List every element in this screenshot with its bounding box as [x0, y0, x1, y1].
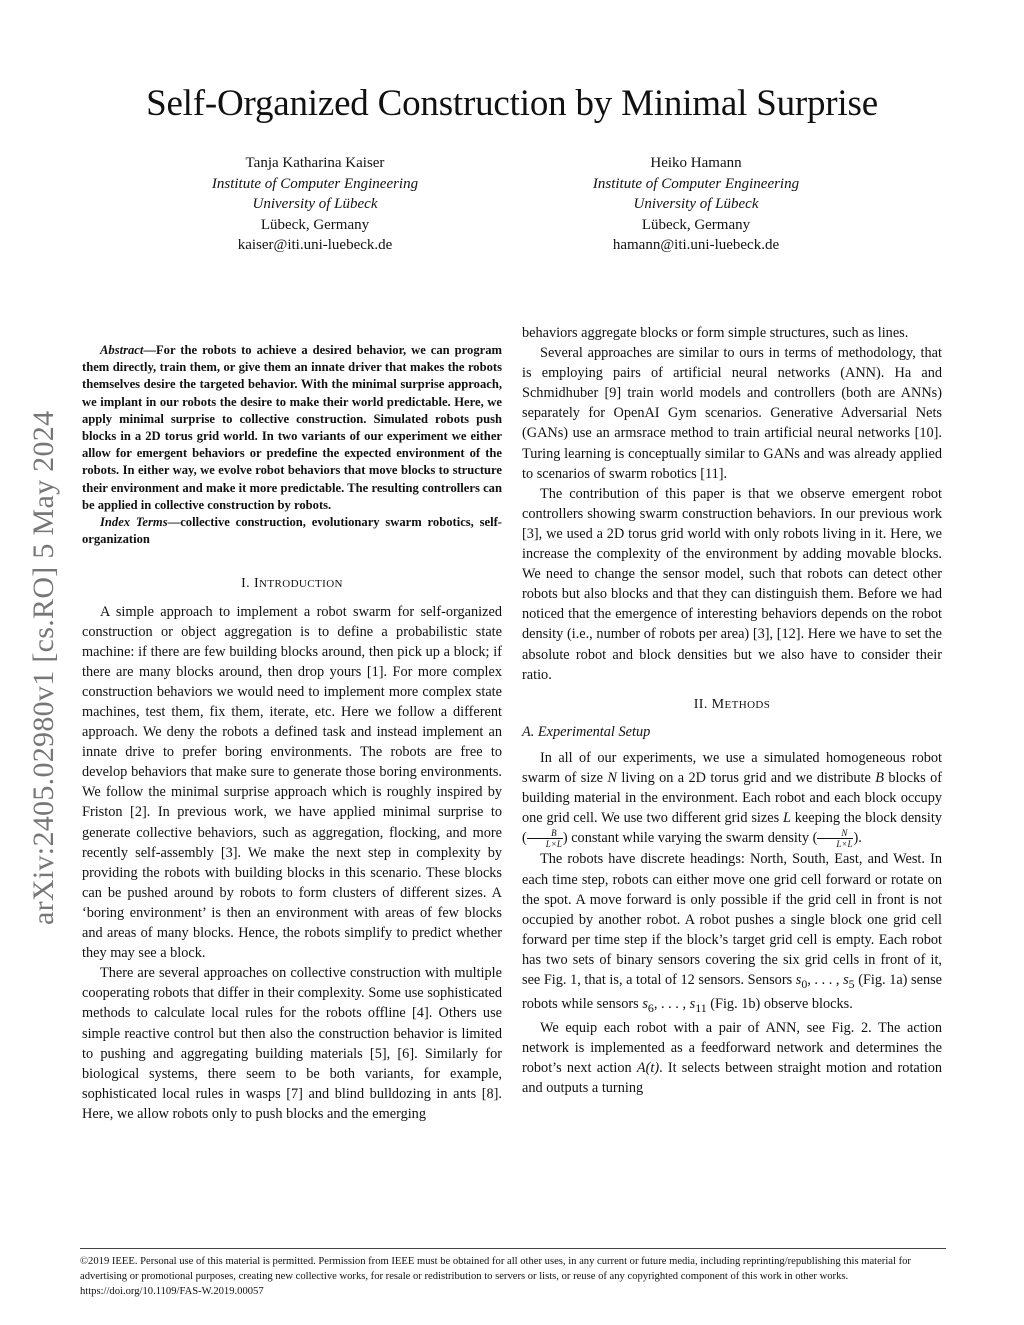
text-run: blocks of building material in the environment. Each robot and each block occupy one grid cell. We use two different grid sizes — [522, 769, 942, 827]
author-email: hamann@iti.uni-luebeck.de — [612, 237, 780, 253]
math-symbol: s — [795, 972, 802, 989]
copyright-notice: ©2019 IEEE. Personal use of this material is permitted. Permission from IEEE must be obtained for all other uses, in any current or future media, including reprinting/republishing this material for advertising or promotional purposes, creating new collective works, for resale or redistribution to servers or lists, or reuse of any copyrighted component of this work in other works. — [80, 1256, 911, 1283]
text-run: In all of our experiments, we use a simulated homogeneous robot swarm of size — [522, 749, 942, 786]
index-terms — [82, 514, 502, 548]
author-department: Institute of Computer Engineering — [592, 175, 800, 192]
section-number: I. — [241, 576, 254, 592]
math-subscript: 5 — [848, 976, 855, 991]
right-column — [522, 323, 942, 1098]
text-run: , . . . , — [807, 972, 844, 989]
author-university: University of Lübeck — [633, 196, 759, 212]
index-terms-text: —collective construction, evolutionary swarm robotics, self-organization — [82, 515, 502, 547]
paper-title: Self-Organized Construction by Minimal Surprise — [146, 83, 878, 124]
paragraph — [522, 849, 942, 1017]
math-symbol: A(t) — [636, 1060, 660, 1077]
fraction-block-density — [527, 828, 563, 849]
index-terms-label: Index Terms — [100, 515, 168, 530]
doi-link[interactable]: https://doi.org/10.1109/FAS-W.2019.00057 — [80, 1286, 264, 1298]
section-rest: NTRODUCTION — [259, 578, 343, 591]
math-subscript: 11 — [695, 1000, 707, 1015]
paragraph: The contribution of this paper is that we observe emergent robot controllers showing swarm construction behaviors. In our previous work [3], we used a 2D torus grid world with only robots living in it. Here, we increase the complexity of the environment by adding movable blocks. We need to change the sensor model, such that robots can detect other robots but also blocks and that they can distinguish them. Before we had noticed that the emergence of interesting behaviors depends on the robot density (i.e., number of robots per area) [3], [12]. Here we have to set the absolute robot and block densities but we also have to consider their ratio. — [522, 485, 942, 683]
text-run: living on a 2D torus grid and we distribute — [616, 769, 876, 786]
section-heading-introduction — [82, 574, 502, 594]
math-symbol: N — [607, 769, 617, 786]
text-run: , . . . , — [653, 995, 690, 1012]
math-symbol: L — [782, 810, 791, 827]
left-column — [82, 323, 502, 1124]
author-university: University of Lübeck — [252, 196, 378, 212]
text-run: The robots have discrete headings: North, South, East, and West. In each time step, robots can either move one grid cell forward or rotate on the spot. A move forward is only possible if the grid cell in front is not occupied by another robot. A robot pushes a single block one grid cell forward per time step if the block’s target grid cell is empty. Each robot has two sets of binary sensors covering the six grid cells in front of it, see Fig. 1, that is, a total of 12 sensors. Sensors — [522, 851, 942, 989]
fraction-denominator: L×L — [545, 839, 562, 850]
text-run: (Fig. 1a) sense robots while sensors — [522, 972, 942, 1012]
author-name: Heiko Hamann — [650, 155, 742, 171]
paragraph — [522, 748, 942, 850]
fraction-numerator: N — [817, 828, 853, 839]
section-initial: I — [253, 576, 260, 592]
abstract-label: Abstract — [100, 343, 144, 357]
author-email: kaiser@iti.uni-luebeck.de — [237, 237, 393, 253]
author-block-2 — [546, 153, 846, 256]
copyright-footer — [80, 1248, 946, 1300]
paragraph: Several approaches are similar to ours in terms of methodology, that is employing pairs of artificial neural networks (ANN). Ha and Schmidhuber [9] train world models and controllers (both are ANNs) separately for OpenAI Gym scenarios. Generative Adversarial Nets (GANs) use an armsrace method to train artificial neural networks [10]. Turing learning is conceptually similar to GANs and was already applied to scenarios of swarm robotics [11]. — [522, 345, 942, 482]
fraction-denominator: L×L — [836, 839, 853, 850]
section-initial: M — [711, 696, 725, 712]
paragraph: behaviors aggregate blocks or form simple structures, such as lines. — [522, 325, 909, 341]
abstract — [82, 342, 502, 514]
math-symbol: s — [689, 995, 696, 1012]
math-subscript: 0 — [801, 976, 808, 991]
author-name: Tanja Katharina Kaiser — [245, 155, 385, 171]
author-department: Institute of Computer Engineering — [211, 175, 419, 192]
abstract-text: —For the robots to achieve a desired behavior, we can program them directly, train them, or give them an innate driver that makes the robots themselves desire the targeted behavior. With the minimal surprise approach, we implant in our robots the desire to make their world predictable. Here, we apply minimal surprise to collective construction. Simulated robots push blocks in a 2D torus grid world. In two variants of our experiment we either allow for emergent behaviors or predefine the expected environment of the robots. In either way, we evolve robot behaviors that move blocks to structure their environment and make it more predictable. The resulting controllers can be applied in collective construction by robots. — [82, 343, 502, 512]
paragraph: A simple approach to implement a robot swarm for self-organized construction or object aggregation is to define a probabilistic state machine: if there are few building blocks around, then pick up a block; if there are many blocks around, then drop yours [1]. For more complex construction behaviors we would need to implement more complex state machines, test them, fix them, iterate, etc. Here we follow a different approach. We deny the robots a defined task and instead implement an innate drive to prefer boring environments. The robots are free to develop behaviors that make sure to generate those boring environments. We follow the minimal surprise approach which is roughly inspired by Friston [2]. In previous work, we have applied minimal surprise to generate collective behaviors, such as aggregation, flocking, and more recently self-assembly [3]. We make the next step in complexity by providing the robots with building blocks in this scenario. These blocks can be pushed around by robots to form clusters of different sizes. A ‘boring environment’ is then an environment with areas of few blocks and areas of many blocks. Hence, the robots simplify to predict whether they may see a block. — [82, 603, 502, 962]
text-run: . It selects between straight motion and rotation and outputs a turning — [522, 1060, 943, 1097]
math-symbol: s — [843, 972, 849, 989]
text-run: keeping the block density ( — [522, 810, 942, 847]
text-run: ). — [853, 830, 862, 847]
section-number: II. — [693, 696, 712, 712]
arxiv-watermark: arXiv:2405.02980v1 [cs.RO] 5 May 2024 — [27, 410, 60, 925]
fraction-swarm-density — [817, 828, 853, 849]
paragraph: There are several approaches on collective construction with multiple cooperating robots that differ in their complexity. Some use sophisticated methods to calculate local rules for the robots offline [4]. Others use simple reactive control but then also the construction behavior is limited to pushing and aggregating building materials [5], [6]. Similarly for biological systems, there seem to be both variants, for example, sophisticated local rules in wasps [7] and blind bulldozing in ants [8]. Here, we allow robots only to push blocks and the emerging — [82, 965, 502, 1122]
section-rest: ETHODS — [724, 698, 771, 711]
math-symbol: B — [875, 769, 884, 786]
section-heading-methods — [522, 695, 942, 715]
fraction-numerator: B — [527, 828, 563, 839]
math-subscript: 6 — [647, 1000, 654, 1015]
author-city: Lübeck, Germany — [260, 216, 370, 233]
text-run: (Fig. 1b) observe blocks. — [706, 995, 853, 1012]
author-block-1 — [165, 153, 465, 256]
text-run: We equip each robot with a pair of ANN, see Fig. 2. The action network is implemented as a feedforward network and determines the robot’s next action — [522, 1019, 942, 1077]
author-city: Lübeck, Germany — [641, 216, 751, 233]
math-symbol: s — [642, 995, 648, 1012]
subsection-heading: A. Experimental Setup — [522, 723, 651, 740]
paragraph — [522, 1018, 942, 1098]
text-run: ) constant while varying the swarm density ( — [562, 830, 818, 847]
